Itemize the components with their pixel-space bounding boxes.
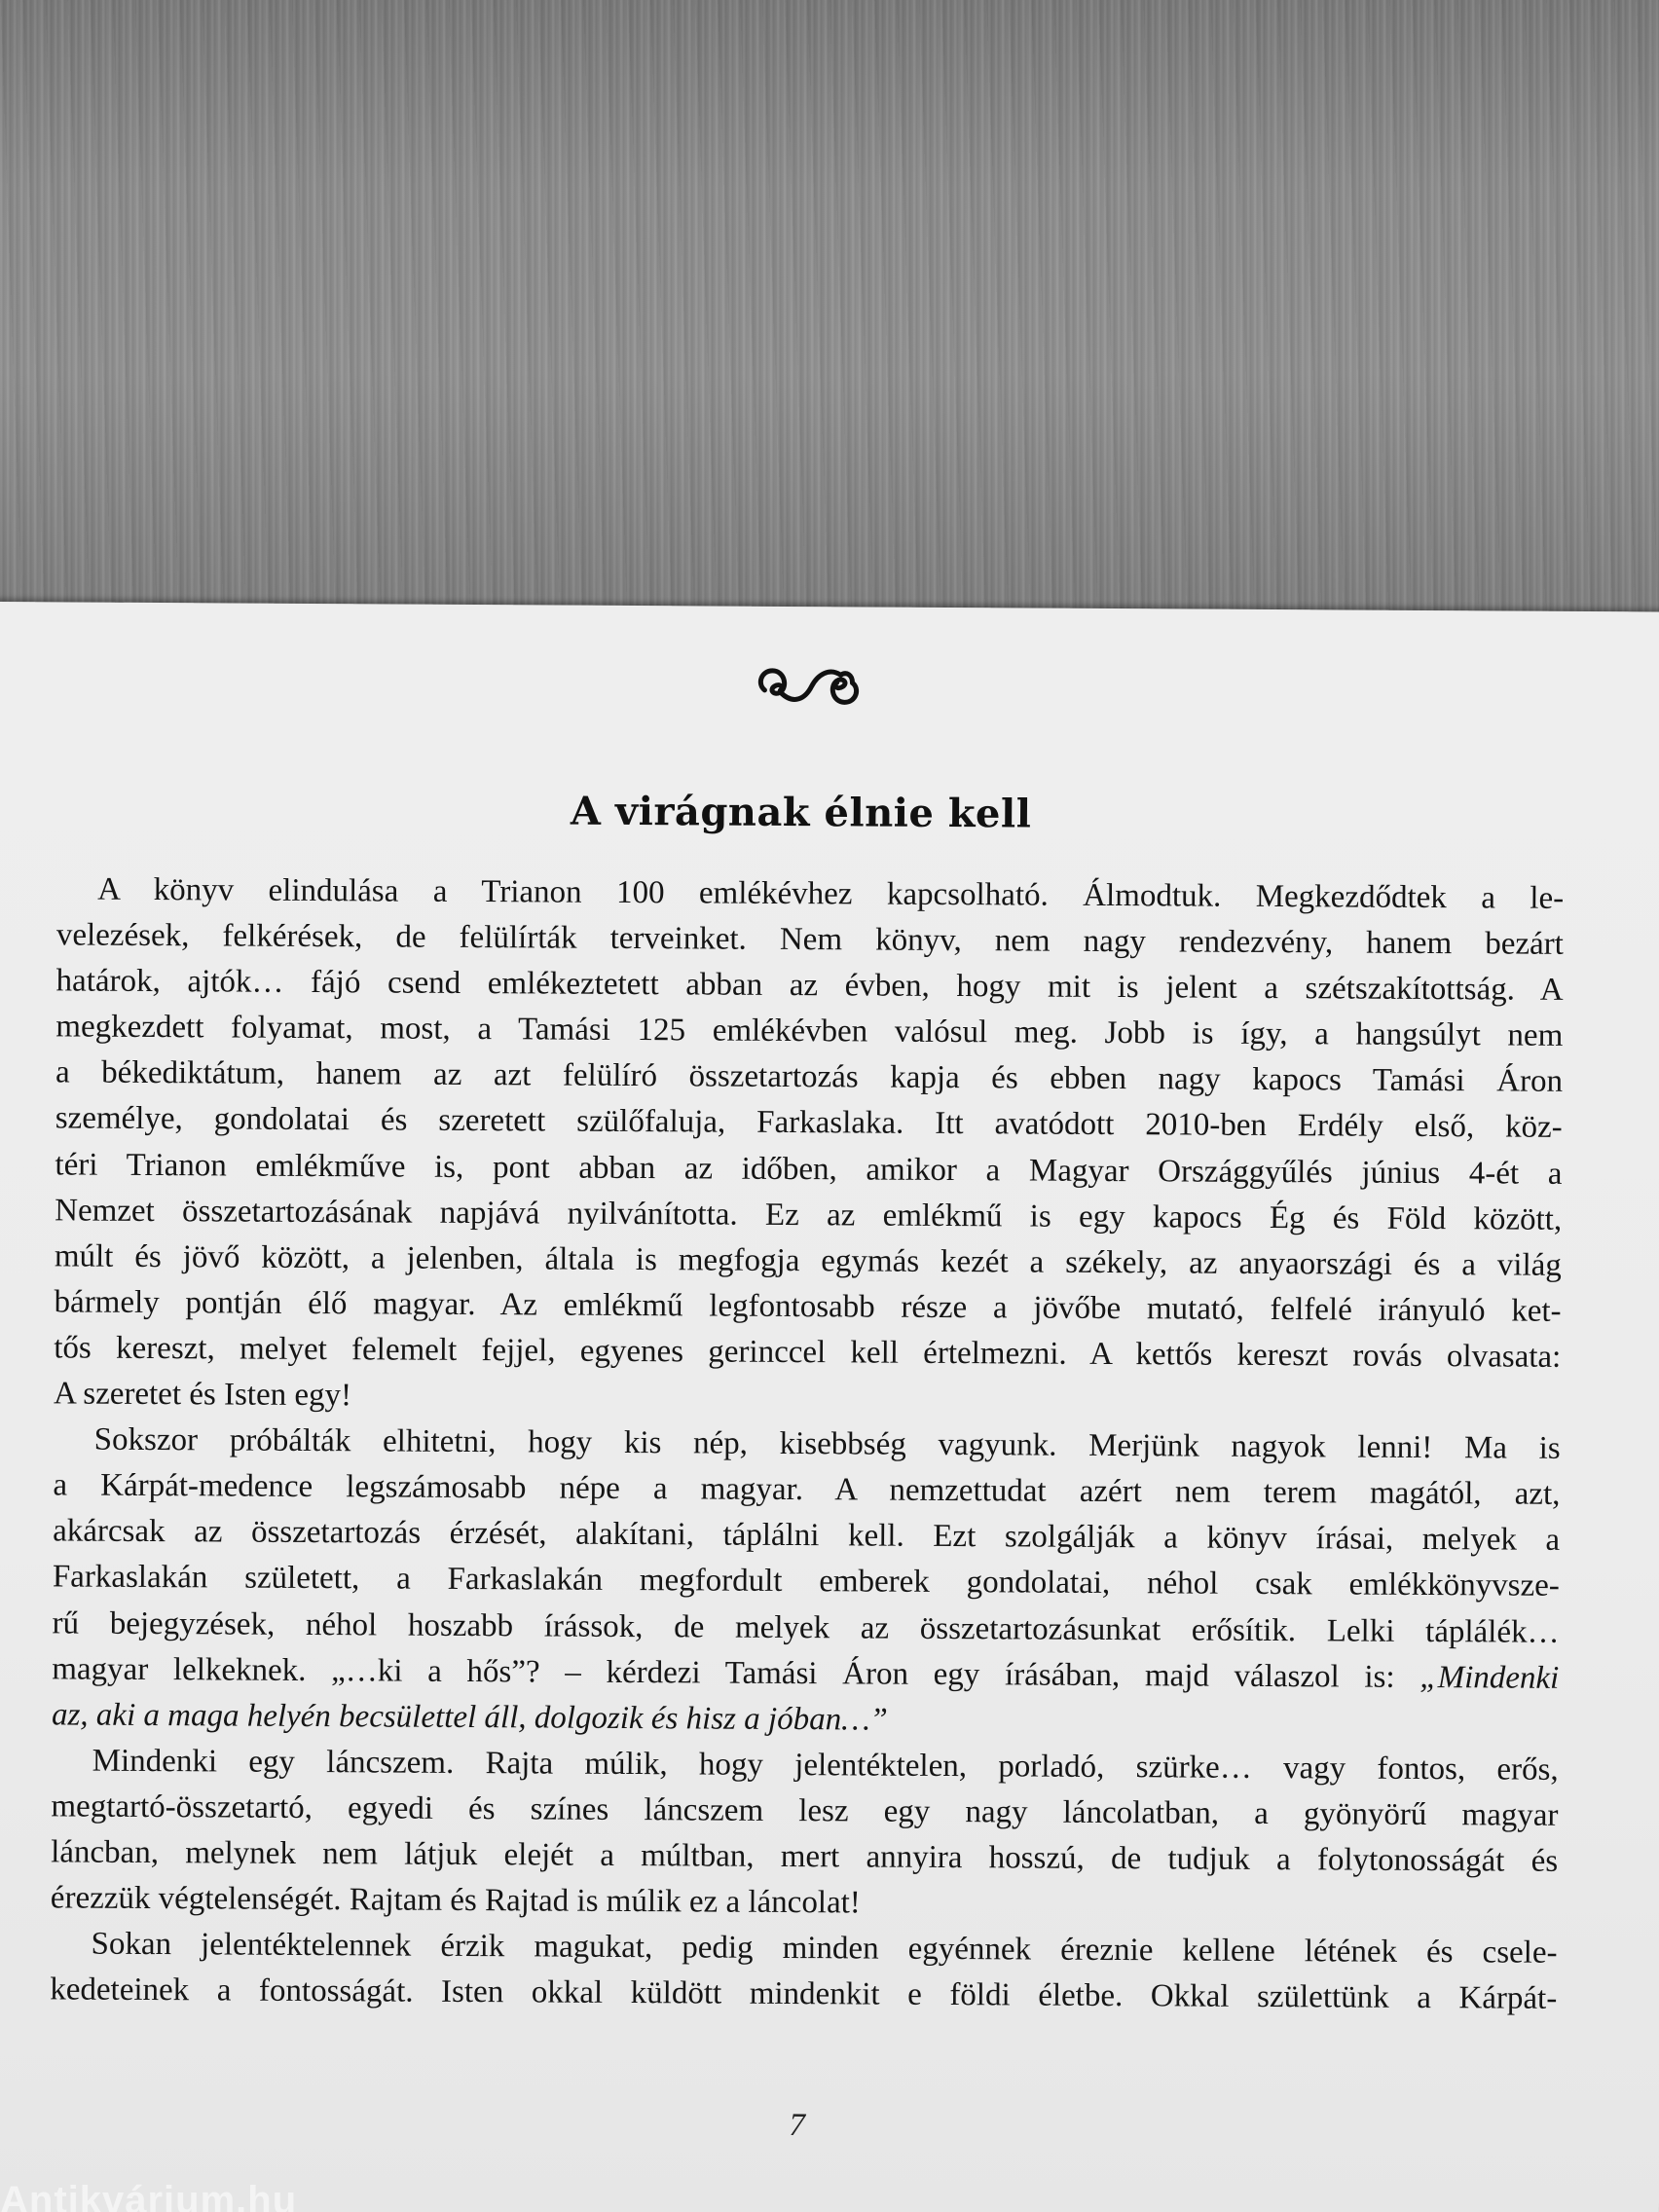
- text-line: A könyv elindulása a Trianon 100 emlékévhez kapcsolható. Álmodtuk. Megkezdődtek a le-: [97, 871, 1565, 916]
- paragraph-1: [54, 866, 1564, 1426]
- text-line: A szeretet és Isten egy!: [53, 1376, 352, 1414]
- text-line: Mindenki egy láncszem. Rajta múlik, hogy jelentéktelen, porladó, szürke… vagy fontos, erős,: [92, 1743, 1559, 1788]
- page-title: A virágnak élnie kell: [570, 788, 1032, 837]
- text-line: téri Trianon emlékműve is, pont abban az időben, amikor a Magyar Országgyűlés június 4-ét a: [55, 1146, 1563, 1192]
- swirl-ornament-icon: [751, 657, 866, 717]
- wooden-backdrop: [0, 0, 1659, 623]
- text-line: bármely pontján élő magyar. Az emlékmű legfontosabb része a jövőbe mutató, felfelé irányuló ket-: [54, 1284, 1562, 1329]
- book-page: [0, 602, 1659, 2212]
- text-line: a Kárpát-medence legszámosabb népe a magyar. A nemzettudat azért nem terem magától, azt,: [53, 1467, 1561, 1513]
- body-text: [50, 866, 1564, 2022]
- quote-start: „Mindenki: [1419, 1659, 1560, 1696]
- text-line: megtartó-összetartó, egyedi és színes láncszem lesz egy nagy láncolatban, a gyönyörű magyar: [51, 1788, 1559, 1833]
- text-line-lead: magyar lelkeknek. „…ki a hős”? – kérdezi Tamási Áron egy írásában, majd válaszol is:: [52, 1650, 1395, 1695]
- paragraph-4: [50, 1922, 1558, 2023]
- text-line: személye, gondolatai és szeretett szülőfaluja, Farkaslaka. Itt avatódott 2010-ben Erdély első, köz-: [55, 1100, 1563, 1146]
- text-line: Sokszor próbálták elhitetni, hogy kis nép, kisebbség vagyunk. Merjünk nagyok lenni! Ma is: [93, 1421, 1561, 1466]
- text-line: velezések, felkérések, de felülírták terveinket. Nem könyv, nem nagy rendezvény, hanem bezárt: [55, 917, 1564, 962]
- text-line: a békediktátum, hanem az azt felülíró összetartozás kapja és ebben nagy kapocs Tamási Áron: [55, 1054, 1564, 1100]
- text-line: megkezdett folyamat, most, a Tamási 125 emlékévben valósul meg. Jobb is így, a hangsúlyt nem: [55, 1009, 1564, 1054]
- text-line: határok, ajtók… fájó csend emlékeztetett abban az évben, hogy mit is jelent a szétszakítottság. A: [55, 963, 1564, 1009]
- page-number: 7: [789, 2108, 806, 2144]
- text-line: kedeteinek a fontosságát. Isten okkal küldött mindenkit e földi életbe. Okkal születtünk a Kárpát-: [50, 1972, 1558, 2017]
- quote-line: az, aki a maga helyén becsülettel áll, dolgozik és hisz a jóban…”: [51, 1697, 888, 1738]
- text-line: Nemzet összetartozásának napjává nyilvánította. Ez az emlékmű is egy kapocs Ég és Föld között,: [55, 1193, 1563, 1237]
- paragraph-3: [51, 1738, 1559, 1931]
- text-line: Sokan jelentéktelennek érzik magukat, pedig minden egyénnek éreznie kellene létének és csele-: [91, 1926, 1558, 1971]
- text-line: akárcsak az összetartozás érzését, alakítani, táplálni kell. Ezt szolgálják a könyv írásai, melyek a: [53, 1513, 1561, 1559]
- paragraph-2: [52, 1418, 1561, 1748]
- text-line: múlt és jövő között, a jelenben, általa is megfogja egymás kezét a székely, az anyaországi és a világ: [54, 1238, 1562, 1283]
- text-line: tős kereszt, melyet felemelt fejjel, egyenes gerinccel kell értelmezni. A kettős kereszt rovás olvasata:: [54, 1330, 1562, 1375]
- text-line: láncban, melynek nem látjuk elejét a múltban, mert annyira hosszú, de tudjuk a folytonosságát és: [51, 1834, 1559, 1879]
- text-line: Farkaslakán született, a Farkaslakán megfordult emberek gondolatai, néhol csak emlékkönyvsze-: [52, 1559, 1560, 1604]
- text-line: rű bejegyzések, néhol hoszabb írássok, de melyek az összetartozásunkat erősítik. Lelki táplálék…: [52, 1604, 1560, 1650]
- watermark: Antikvárium.hu: [0, 2179, 298, 2212]
- text-line: érezzük végtelenségét. Rajtam és Rajtad is múlik ez a láncolat!: [50, 1880, 861, 1921]
